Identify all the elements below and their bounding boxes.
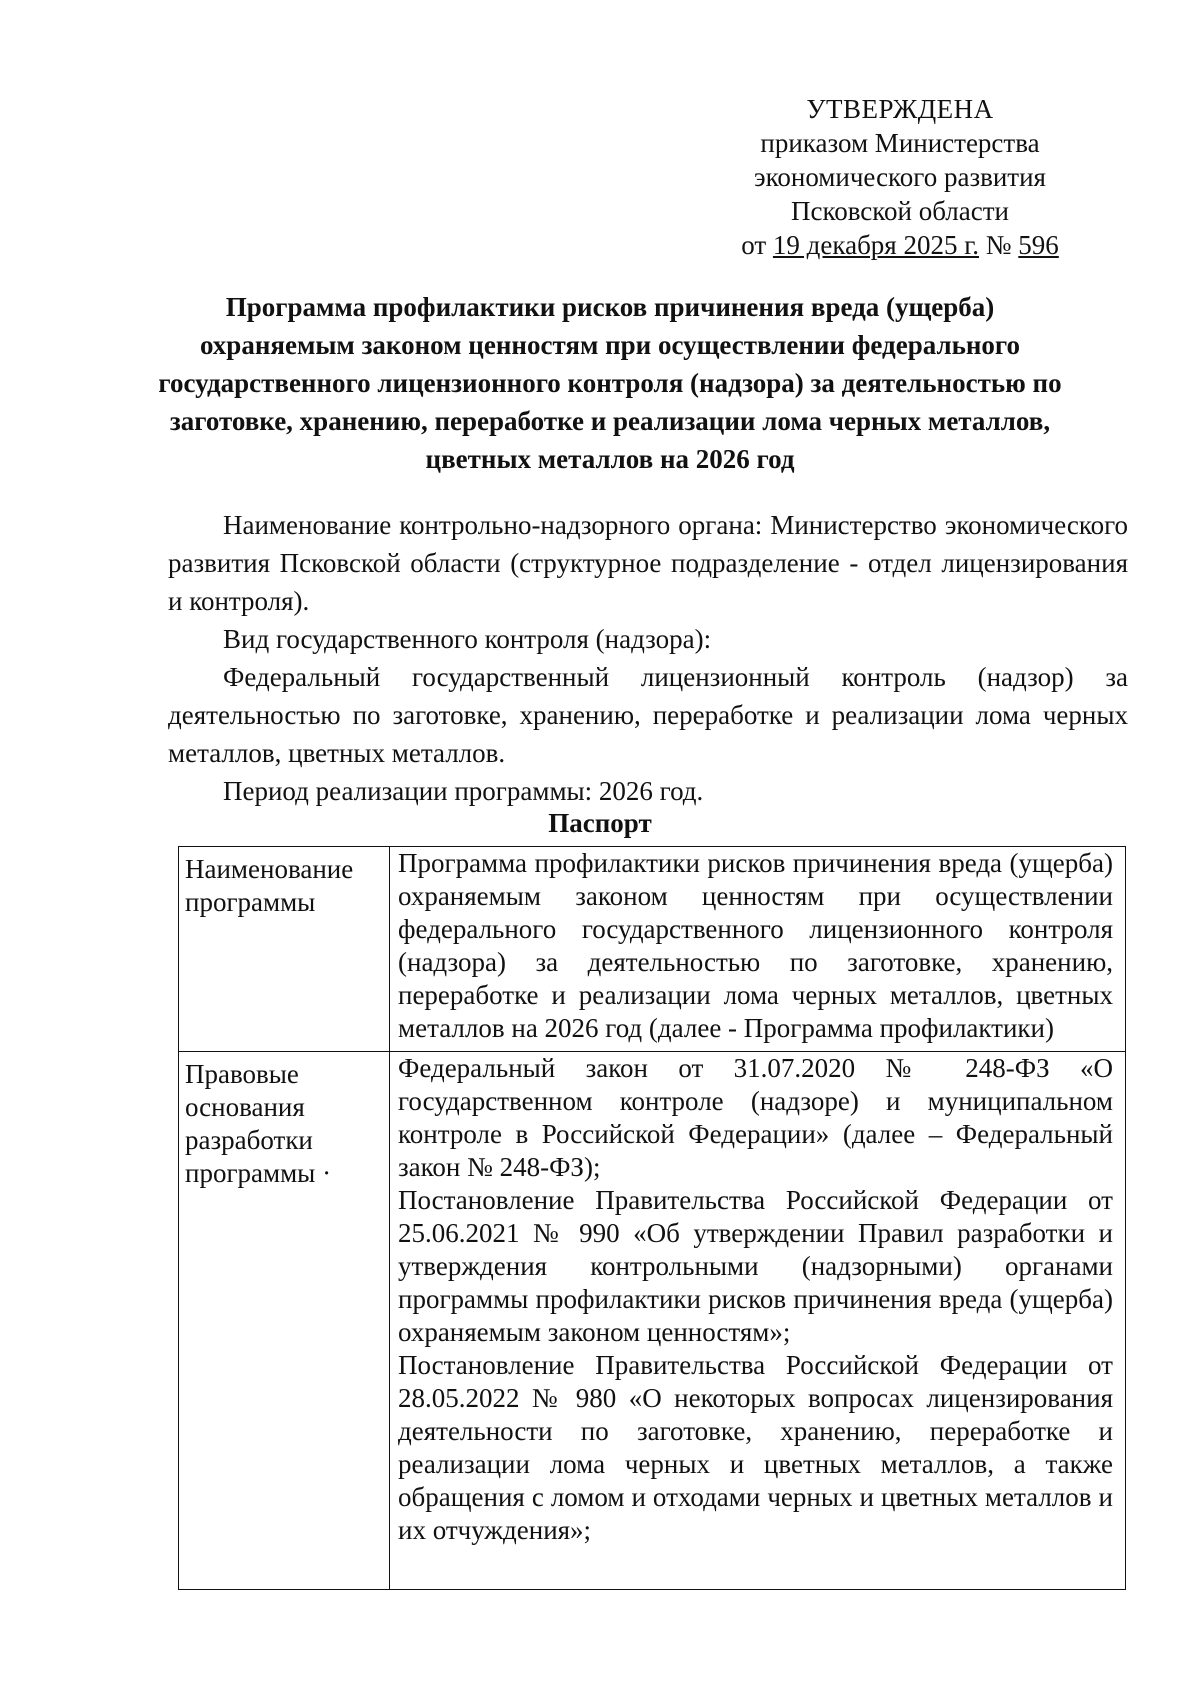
passport-value-paragraph: Федеральный закон от 31.07.2020 № 248-ФЗ «О государственном контроле (надзоре) и муниципальном контроле в Российской Федерации» (далее – Федеральный закон № 248-ФЗ); [398,1053,1113,1182]
approval-number: 596 [1018,230,1059,260]
approval-number-sign: № [985,230,1012,260]
passport-value-paragraph: Программа профилактики рисков причинения вреда (ущерба) охраняемым законом ценностям при осуществлении федерального государственного лицензионного контроля (надзора) за деятельностью по заготовке, хранению, переработке и реализации лома черных металлов, цветных металлов на 2026 год (далее - Программа профилактики) [398,848,1113,1043]
approval-date-line [700,228,1100,262]
passport-value-paragraph: Постановление Правительства Российской Федерации от 25.06.2021 № 990 «Об утверждении Правил разработки и утверждения контрольными (надзорными) органами программы профилактики рисков причинения вреда (ущерба) охраняемым законом ценностям»; [398,1185,1113,1347]
passport-label-cell: Наименование программы [179,847,390,1052]
approval-line-2: экономического развития [754,162,1046,192]
passport-value-paragraph: Постановление Правительства Российской Федерации от 28.05.2022 № 980 «О некоторых вопросах лицензирования деятельности по заготовке, хранению, переработке и реализации лома черных и цветных металлов, а также обращения с ломом и отходами черных и цветных металлов и их отчуждения»; [398,1350,1113,1545]
passport-value-cell [390,1052,1126,1590]
approval-line-3: Псковской области [790,196,1009,226]
body-paragraph-period: Период реализации программы: 2026 год. [223,776,704,806]
table-row [179,847,1126,1052]
passport-heading: Паспорт [548,808,652,838]
approval-date-prefix: от [741,230,767,260]
document-title: Программа профилактики рисков причинения вреда (ущерба) охраняемым законом ценностям при осуществлении федерального государственного лицензионного контроля (надзора) за деятельностью по заготовке, хранению, переработке и реализации лома черных металлов, цветных металлов на 2026 год [158,292,1062,474]
passport-table [178,846,1126,1590]
table-row [179,1052,1126,1590]
body-paragraph-authority: Наименование контрольно-надзорного органа: Министерство экономического развития Псковской области (структурное подразделение - отдел лицензирования и контроля). [168,510,1128,616]
approval-stamp [700,92,1100,262]
passport-label-cell: Правовые основания разработки программы · [179,1052,390,1590]
document-body [168,506,1128,810]
approval-date: 19 декабря 2025 г. [772,230,980,260]
body-paragraph-control-type: Федеральный государственный лицензионный контроль (надзор) за деятельностью по заготовке, хранению, переработке и реализации лома черных металлов, цветных металлов. [168,662,1128,768]
passport-value-cell [390,847,1126,1052]
approval-line-1: приказом Министерства [760,128,1040,158]
approval-title: УТВЕРЖДЕНА [806,94,994,124]
body-paragraph-control-type-label: Вид государственного контроля (надзора): [223,624,712,654]
